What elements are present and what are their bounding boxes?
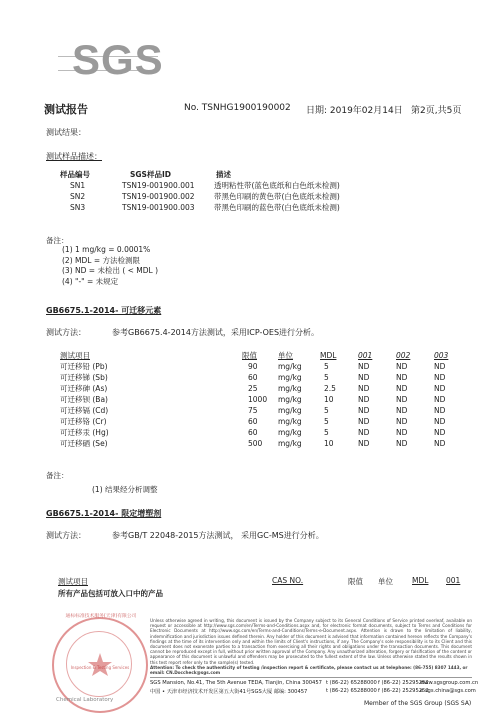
section2-col-001: 001	[446, 576, 461, 585]
legal-disclaimer: Unless otherwise agreed in writing, this document is issued by the Company subject to its General Conditions of Service printed overleaf, available on request or accessible at http://www.sgs.com/en/Terms-and-Conditions.aspx and, for electronic format documents, subject to Terms and Conditions for Electronic Documents at http://www.sgs.com/en/Terms-and-Conditions/Terms-e-Document.aspx. Attention is drawn to the limitation of liability, indemnification and jurisdiction issues defined therein. Any holder of this document is advised that information contained hereon reflects the Company's findings at the time of its intervention only and within the limits of Client's instructions, if any. The Company's sole responsibility is to its Client and this document does not exonerate parties to a transaction from exercising all their rights and obligations under the transaction documents. This document cannot be reproduced except in full, without prior written approval of the Company. Any unauthorized alteration, forgery or falsification of the content or appearance of this document is unlawful and offenders may be prosecuted to the fullest extent of the law. Unless otherwise stated the results shown in this test report refer only to the sample(s) tested.	[150, 618, 472, 665]
result-001: ND	[358, 362, 370, 371]
result-001: ND	[358, 439, 370, 448]
report-date: 日期: 2019年02月14日	[306, 106, 403, 116]
section1-method-label: 测试方法：	[46, 328, 86, 337]
migratable-elements-table	[60, 350, 448, 449]
col-003: 003	[434, 351, 449, 360]
telephone: t (86-22) 65288000	[326, 680, 377, 686]
result-003: ND	[434, 384, 446, 393]
table-row	[60, 405, 448, 416]
table-row	[60, 191, 340, 202]
unit-value: mg/kg	[278, 395, 302, 404]
section2-col-mdl: MDL	[412, 576, 429, 585]
test-item: 可迁移锑 (Sb)	[60, 373, 108, 382]
result-002: ND	[396, 428, 408, 437]
sample-id: TSN19-001900.003	[122, 203, 195, 212]
unit-value: mg/kg	[278, 362, 302, 371]
mdl-value: 2.5	[324, 384, 336, 393]
result-002: ND	[396, 439, 408, 448]
sample-no: SN1	[70, 181, 86, 190]
test-item: 可迁移汞 (Hg)	[60, 428, 109, 437]
test-item: 可迁移铬 (Cr)	[60, 417, 107, 426]
limit-value: 500	[248, 439, 263, 448]
result-003: ND	[434, 417, 446, 426]
result-002: ND	[396, 384, 408, 393]
section2-method-text: 参考GB/T 22048-2015方法测试， 采用GC-MS进行分析。	[112, 531, 324, 540]
seal-text: 通标标准技术服务(天津)有限公司	[65, 614, 137, 619]
note-item: (4) "-" = 未规定	[62, 276, 119, 286]
result-001: ND	[358, 373, 370, 382]
table-row	[60, 394, 448, 405]
col-sample-no: 样品编号	[60, 170, 90, 179]
sample-desc: 带黑色印刷的黄色带(白色底纸未检测)	[214, 192, 340, 201]
report-number: No. TSNHG1900190002	[184, 103, 291, 113]
samples-table	[60, 169, 340, 213]
table-row	[60, 372, 448, 383]
result-002: ND	[396, 417, 408, 426]
authenticity-attention: Attention: To check the authenticity of testing /inspection report & certificate, please contact us at telephone: (86-755) 8307 1443, or email: CN.Doccheck@sgs.com	[150, 665, 468, 676]
sample-id: TSN19-001900.002	[122, 192, 195, 201]
col-limit: 限值	[242, 351, 257, 360]
result-002: ND	[396, 406, 408, 415]
col-001: 001	[358, 351, 373, 360]
limit-value: 60	[248, 417, 258, 426]
chemical-lab-label: Chemical Laboratory	[56, 697, 114, 703]
limit-value: 25	[248, 384, 258, 393]
member-statement: Member of the SGS Group (SGS SA)	[364, 700, 472, 707]
sample-desc-label: 测试样品描述：	[46, 152, 102, 161]
page-indicator: 第2页,共5页	[411, 106, 462, 116]
result-002: ND	[396, 362, 408, 371]
col-sgs-id: SGS样品ID	[130, 170, 171, 179]
sample-no: SN2	[70, 192, 86, 201]
result-003: ND	[434, 406, 446, 415]
fax: f (86-22) 25295252	[378, 680, 429, 686]
result-001: ND	[358, 395, 370, 404]
table-row	[60, 361, 448, 372]
mdl-value: 5	[324, 428, 329, 437]
section1-method-text: 参考GB6675.4-2014方法测试，采用ICP-OES进行分析。	[112, 328, 320, 337]
result-003: ND	[434, 362, 446, 371]
table-row	[60, 438, 448, 449]
footer-divider	[150, 677, 472, 678]
fax-cn: f (86-22) 25295252	[378, 688, 429, 694]
email-link[interactable]: e sgs.china@sgs.com	[420, 688, 476, 694]
limit-value: 60	[248, 428, 258, 437]
section2-title: GB6675.1-2014- 限定增塑剂	[46, 509, 162, 518]
result-label: 测试结果：	[46, 128, 86, 137]
col-test-item: 测试项目	[60, 351, 90, 360]
seal-subtext: Inspection & Testing Services	[70, 665, 130, 670]
report-title: 测试报告	[44, 103, 88, 116]
section1-title: GB6675.1-2014- 可迁移元素	[46, 306, 162, 315]
result-001: ND	[358, 428, 370, 437]
notes-list	[62, 245, 158, 287]
address-chinese: 中国 • 天津市经济技术开发区第五大街41号SGS大厦 邮编: 300457	[150, 689, 308, 695]
note-item: (3) ND = 未检出 ( < MDL )	[62, 266, 159, 275]
mdl-value: 5	[324, 373, 329, 382]
test-item: 可迁移砷 (As)	[60, 384, 108, 393]
result-001: ND	[358, 384, 370, 393]
col-mdl: MDL	[320, 351, 337, 360]
result-003: ND	[434, 439, 446, 448]
unit-value: mg/kg	[278, 373, 302, 382]
mdl-value: 10	[324, 439, 334, 448]
telephone-cn: t (86-22) 65288000	[326, 688, 377, 694]
note-item: (2) MDL = 方法检测限	[62, 255, 140, 265]
unit-value: mg/kg	[278, 417, 302, 426]
test-item: 可迁移硒 (Se)	[60, 439, 108, 448]
sample-desc: 透明粘性带(蓝色底纸和白色纸未检测)	[214, 181, 340, 190]
section2-col-test-item: 测试项目	[58, 577, 88, 586]
result-003: ND	[434, 395, 446, 404]
note-item: (1) 1 mg/kg = 0.0001%	[62, 245, 151, 254]
address-english: SGS Mansion, No.41, The 5th Avenue TEDA, Tianjin, China 300457	[150, 680, 322, 686]
section2-col-unit: 单位	[378, 577, 393, 586]
unit-value: mg/kg	[278, 406, 302, 415]
result-002: ND	[396, 395, 408, 404]
notes-label: 备注：	[46, 236, 69, 245]
samples-header-row	[60, 169, 340, 180]
col-002: 002	[396, 351, 411, 360]
mdl-value: 5	[324, 406, 329, 415]
unit-value: mg/kg	[278, 439, 302, 448]
mdl-value: 5	[324, 417, 329, 426]
table-row	[60, 202, 340, 213]
mdl-value: 10	[324, 395, 334, 404]
unit-value: mg/kg	[278, 428, 302, 437]
sample-desc: 带黑色印刷的蓝色带(白色底纸未检测)	[214, 203, 340, 212]
limit-value: 75	[248, 406, 258, 415]
unit-value: mg/kg	[278, 384, 302, 393]
result-002: ND	[396, 373, 408, 382]
limit-value: 60	[248, 373, 258, 382]
test-item: 可迁移钡 (Ba)	[60, 395, 108, 404]
table-row	[60, 383, 448, 394]
test-item: 可迁移铅 (Pb)	[60, 362, 108, 371]
limit-value: 90	[248, 362, 258, 371]
test-item: 可迁移镉 (Cd)	[60, 406, 109, 415]
section2-col-limit: 限值	[348, 577, 363, 586]
limit-value: 1000	[248, 395, 268, 404]
results-header-row	[60, 350, 448, 361]
website-link[interactable]: www.sgsgroup.com.cn	[420, 680, 479, 686]
sample-id: TSN19-001900.001	[122, 181, 195, 190]
result-003: ND	[434, 428, 446, 437]
section2-col-cas: CAS NO.	[272, 576, 304, 585]
result-001: ND	[358, 417, 370, 426]
section1-note-label: 备注：	[46, 471, 69, 480]
sample-no: SN3	[70, 203, 86, 212]
result-001: ND	[358, 406, 370, 415]
mdl-value: 5	[324, 362, 329, 371]
sgs-logo: SGS	[72, 36, 164, 83]
col-unit: 单位	[278, 351, 293, 360]
col-description: 描述	[216, 170, 231, 179]
section2-method-label: 测试方法：	[46, 531, 86, 540]
result-003: ND	[434, 373, 446, 382]
table-row	[60, 427, 448, 438]
table-row	[60, 180, 340, 191]
table-row	[60, 416, 448, 427]
section2-subtitle: 所有产品包括可放入口中的产品	[58, 589, 163, 598]
section1-note: (1) 结果经分析调整	[92, 485, 158, 494]
